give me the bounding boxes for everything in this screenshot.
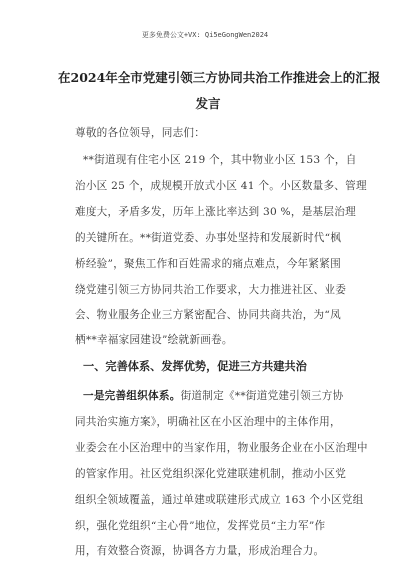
paragraph-1-line: 难度大，矛盾多发，历年上涨比率达到 30 %，是基层治理 — [75, 206, 356, 218]
paragraph-1-line: 栖**幸福家园建设”绘就新画卷。 — [75, 334, 233, 346]
paragraph-1-line: **街道现有住宅小区 219 个，其中物业小区 153 个，自 — [83, 154, 357, 166]
section-heading: 一、完善体系、发挥优势，促进三方共建共治 — [83, 359, 307, 373]
paragraph-2-line: 同共治实施方案》，明确社区在小区治理中的主体作用， — [75, 416, 341, 428]
document-title-line-1: 在2024年全市党建引领三方协同共治工作推进会上的汇报 — [58, 70, 381, 85]
salutation: 尊敬的各位领导，同志们： — [75, 127, 206, 139]
paragraph-2-line: 织，强化党组织“主心骨”地位，发挥党员“主力军”作 — [75, 520, 326, 532]
paragraph-2-line: 用，有效整合资源，协调各方力量，形成治理合力。 — [75, 545, 325, 557]
header-note: 更多免费公文+VX: Qi5eGongWen2024 — [141, 31, 269, 39]
paragraph-2-line: 业委会在小区治理中的当家作用，物业服务企业在小区治理中 — [75, 442, 368, 454]
paragraph-2-first-line — [83, 388, 344, 403]
paragraph-2-first-rest: 街道制定《**街道党建引领三方协 — [180, 390, 344, 402]
paragraph-2-line: 的管家作用。社区党组织深化党建联建机制，推动小区党 — [75, 468, 347, 480]
paragraph-1-line: 治小区 25 个，成规模开放式小区 41 个。小区数量多、管理 — [75, 180, 367, 192]
paragraph-1-line: 的关键所在。**街道党委、办事处坚持和发展新时代“枫 — [75, 232, 342, 244]
paragraph-1-line: 会、物业服务企业三方紧密配合、协同共商共治，为“凤 — [75, 309, 341, 321]
paragraph-1-line: 绕党建引领三方协同共治工作要求，大力推进社区、业委 — [75, 284, 347, 296]
paragraph-2-lead: 一是完善组织体系。 — [83, 390, 181, 402]
paragraph-1-line: 桥经验”，聚焦工作和百姓需求的痛点难点，今年紧紧围 — [75, 258, 341, 270]
paragraph-2-line: 组织全领域覆盖，通过单建或联建形式成立 163 个小区党组 — [75, 494, 364, 506]
document-title-line-2: 发言 — [195, 96, 221, 111]
